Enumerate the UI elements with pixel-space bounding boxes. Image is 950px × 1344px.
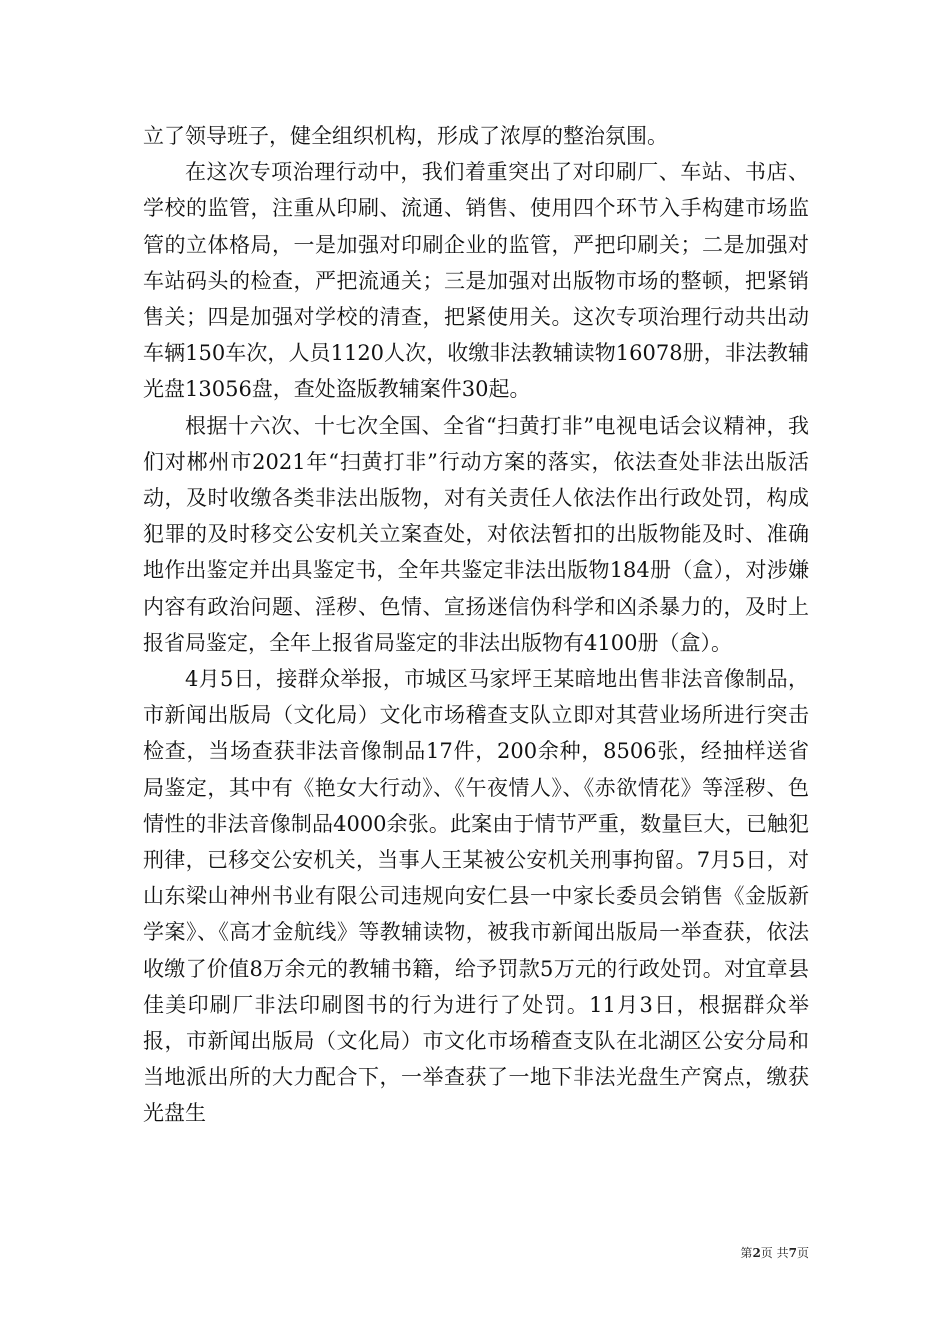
footer-suffix: 页 <box>796 1246 809 1260</box>
paragraph-special-campaign: 在这次专项治理行动中，我们着重突出了对印刷厂、车站、书店、学校的监管，注重从印刷、流通、销售、使用四个环节入手构建市场监管的立体格局，一是加强对印刷企业的监管，严把印刷关；二是加强对车站码头的检查，严把流通关；三是加强对出版物市场的整顿，把紧销售关；四是加强对学校的清查，把紧使用关。这次专项治理行动共出动车辆150车次，人员1120人次，收缴非法教辅读物16078册，非法教辅光盘13056盘，查处盗版教辅案件30起。 <box>143 160 809 402</box>
footer-current-page: 2 <box>752 1246 761 1260</box>
paragraph-case-reports: 4月5日，接群众举报，市城区马家坪王某暗地出售非法音像制品，市新闻出版局（文化局）文化市场稽查支队立即对其营业场所进行突击检查，当场查获非法音像制品17件，200余种，8506张，经抽样送省局鉴定，其中有《艳女大行动》、《午夜情人》、《赤欲情花》等淫秽、色情性的非法音像制品4000余张。此案由于情节严重，数量巨大，已触犯刑律，已移交公安机关，当事人王某被公安机关刑事拘留。7月5日，对山东梁山神州书业有限公司违规向安仁县一中家长委员会销售《金版新学案》、《高才金航线》等教辅读物，被我市新闻出版局一举查获，依法收缴了价值8万余元的教辅书籍，给予罚款5万元的行政处罚。对宜章县佳美印刷厂非法印刷图书的行为进行了处罚。11月3日，根据群众举报，市新闻出版局（文化局）市文化市场稽查支队在北湖区公安分局和当地派出所的大力配合下，一举查获了一地下非法光盘生产窝点，缴获光盘生 <box>143 667 809 1126</box>
page-footer <box>600 1244 809 1261</box>
footer-middle: 页 共 <box>760 1246 789 1260</box>
paragraph-leadin: 立了领导班子，健全组织机构，形成了浓厚的整治氛围。 <box>143 124 668 148</box>
paragraph-conference-spirit: 根据十六次、十七次全国、全省“扫黄打非”电视电话会议精神，我们对郴州市2021年“扫黄打非”行动方案的落实，依法查处非法出版活动，及时收缴各类非法出版物，对有关责任人依法作出行政处罚，构成犯罪的及时移交公安机关立案查处，对依法暂扣的出版物能及时、准确地作出鉴定并出具鉴定书，全年共鉴定非法出版物184册（盒），对涉嫌内容有政治问题、淫秽、色情、宣扬迷信伪科学和凶杀暴力的，及时上报省局鉴定，全年上报省局鉴定的非法出版物有4100册（盒）。 <box>143 413 809 655</box>
footer-prefix: 第 <box>740 1246 753 1260</box>
footer-total-pages: 7 <box>788 1246 797 1260</box>
document-body <box>143 118 809 1132</box>
